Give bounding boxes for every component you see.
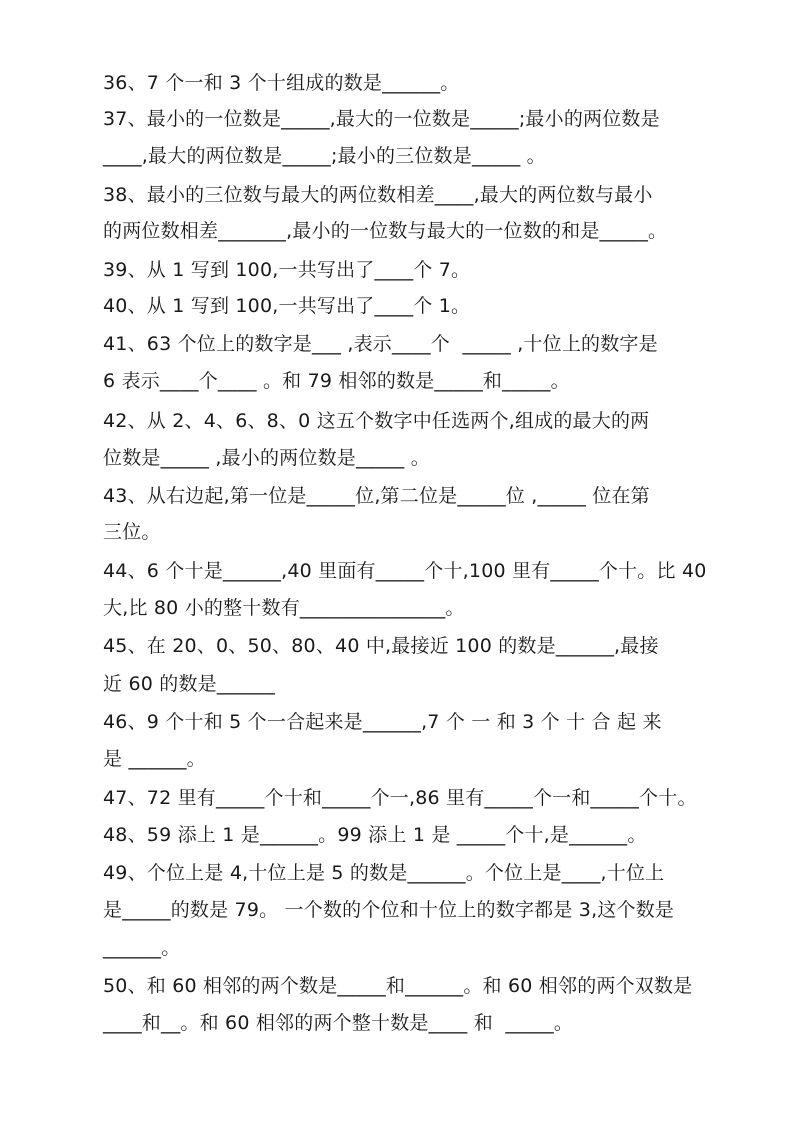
question-40-line-1: 40、从 1 写到 100,一共写出了____个 1。	[103, 295, 471, 317]
question-46-line-2: 是 ______。	[103, 748, 206, 770]
question-45-line-2: 近 60 的数是______	[103, 673, 276, 695]
question-49-line-1: 49、个位上是 4,十位上是 5 的数是______。个位上是____,十位上	[103, 862, 665, 884]
question-37-line-2: ____,最大的两位数是_____;最小的三位数是_____ 。	[103, 145, 546, 167]
question-50-line-1: 50、和 60 相邻的两个数是_____和______。和 60 相邻的两个双数是	[103, 975, 693, 997]
question-41-line-1: 41、63 个位上的数字是___ ,表示____个 _____ ,十位上的数字是	[103, 333, 658, 355]
question-47-line-1: 47、72 里有_____个十和_____个一,86 里有_____个一和_____个十。	[103, 787, 697, 809]
question-50-line-2: ____和__。和 60 相邻的两个整十数是____ 和 _____。	[103, 1012, 574, 1034]
question-42-line-1: 42、从 2、4、6、8、0 这五个数字中任选两个,组成的最大的两	[103, 410, 650, 432]
question-36-line-1: 36、7 个一和 3 个十组成的数是______。	[103, 72, 460, 94]
question-49-line-2: 是_____的数是 79。 一个数的个位和十位上的数字都是 3,这个数是	[103, 899, 675, 921]
question-43-line-2: 三位。	[103, 521, 161, 543]
question-41-line-2: 6 表示____个____ 。和 79 相邻的数是_____和_____。	[103, 370, 570, 392]
question-49-line-3: ______。	[103, 937, 181, 959]
question-39-line-1: 39、从 1 写到 100,一共写出了____个 7。	[103, 259, 471, 281]
question-38-line-2: 的两位数相差_______,最小的一位数与最大的一位数的和是_____。	[103, 220, 668, 242]
question-44-line-1: 44、6 个十是______,40 里面有_____个十,100 里有_____个十。比 40	[103, 560, 707, 582]
question-46-line-1: 46、9 个十和 5 个一合起来是______,7 个 一 和 3 个 十 合 起 来	[103, 711, 662, 733]
question-42-line-2: 位数是_____ ,最小的两位数是_____ 。	[103, 447, 430, 469]
question-45-line-1: 45、在 20、0、50、80、40 中,最接近 100 的数是______,最接	[103, 635, 659, 657]
question-48-line-1: 48、59 添上 1 是______。99 添上 1 是 _____个十,是______。	[103, 824, 647, 846]
question-43-line-1: 43、从右边起,第一位是_____位,第二位是_____位 ,_____ 位在第	[103, 485, 650, 507]
question-37-line-1: 37、最小的一位数是_____,最大的一位数是_____;最小的两位数是	[103, 108, 660, 130]
question-44-line-2: 大,比 80 小的整十数有_______________。	[103, 597, 465, 619]
question-38-line-1: 38、最小的三位数与最大的两位数相差____,最大的两位数与最小	[103, 184, 653, 206]
